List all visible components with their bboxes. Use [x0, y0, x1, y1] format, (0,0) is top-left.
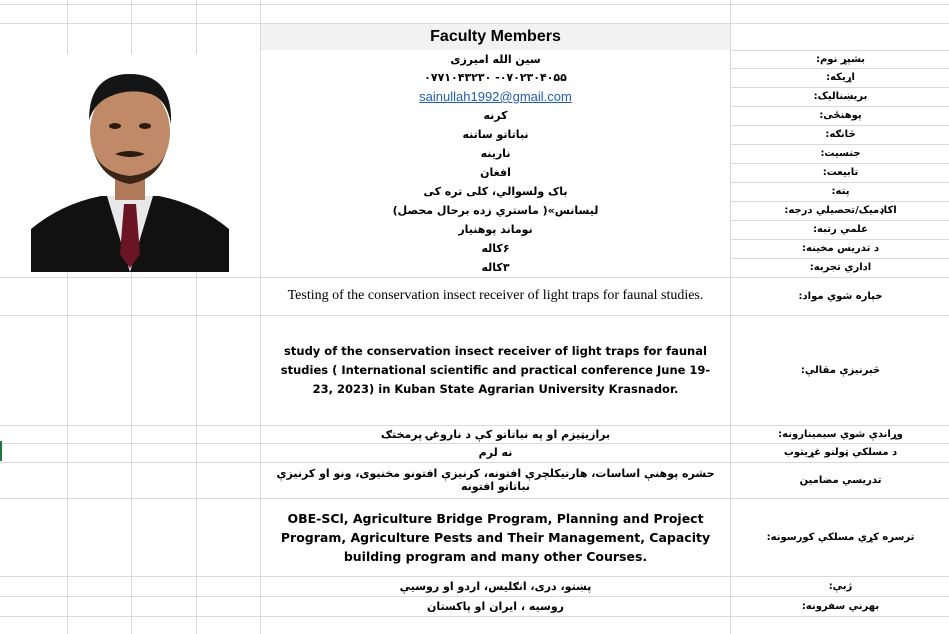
row-courses: [261, 498, 949, 576]
memberships-value: نه لرم: [478, 446, 513, 459]
row-gender: [261, 144, 949, 163]
row-foreign-travel: [261, 596, 949, 616]
active-row-marker: [0, 441, 2, 461]
profile-photo: [31, 54, 229, 272]
row-full-name: [261, 50, 949, 68]
row-seminars: [261, 425, 949, 443]
row-subjects-taught: [261, 462, 949, 498]
academic-degree-value: لیسانس»( ماستري زده برحال محصل): [392, 204, 599, 217]
research-articles-label: څېرنیزې مقالې:: [800, 364, 881, 376]
row-faculty: [261, 106, 949, 125]
admin-experience-value: ۳کاله: [481, 261, 510, 274]
email-label: بریښنالیک:: [813, 91, 868, 102]
department-label: څانګه:: [825, 129, 856, 140]
subjects-taught-label: تدریسي مضامین: [799, 474, 882, 486]
row-academic-rank: [261, 220, 949, 239]
nationality-value: افغان: [480, 166, 511, 179]
subjects-taught-value: حشره پوهنې اساسات، هارتیکلچرې افتونه، کرنیزې افتونو مخنیوی، ونو او کرنیزې نباتاتو افتونه: [276, 467, 715, 493]
contact-value: ۰۷۰۲۳۰۴۰۵۵- ۰۷۷۱۰۴۳۲۳۰: [424, 71, 567, 84]
academic-rank-label: علمي رتبه:: [813, 224, 868, 235]
nationality-label: تابیعت:: [822, 167, 859, 178]
foreign-travel-value: روسیه ، ایران او پاکستان: [426, 599, 565, 613]
seminars-label: وړاندې شوي سیمینارونه:: [778, 428, 903, 440]
row-address: [261, 182, 949, 201]
department-value: نباتاتو ساتنه: [462, 128, 529, 141]
email-link[interactable]: sainullah1992@gmail.com: [419, 89, 572, 104]
row-contact: [261, 68, 949, 87]
academic-rank-value: نوماند پوهنیار: [458, 223, 533, 236]
page-title: Faculty Members: [261, 24, 730, 50]
full-name-value: سین الله امیرزی: [450, 52, 541, 66]
admin-experience-label: اداري تجربه:: [809, 262, 872, 273]
gender-value: نارینه: [480, 147, 511, 160]
seminars-value: برازیټیزم او په نباتاتو کې د ناروغۍ پرمختګ: [380, 427, 611, 441]
teaching-experience-label: د تدریس مخینه:: [802, 243, 879, 254]
faculty-value: کرنه: [483, 109, 508, 122]
teaching-experience-value: ۶کاله: [481, 242, 510, 255]
address-value: باک ولسوالي، کلی تره کی: [423, 185, 568, 198]
row-admin-experience: [261, 258, 949, 277]
faculty-label: پوهنځی:: [819, 110, 862, 121]
research-articles-value: study of the conservation insect receiver of light traps for faunal studies ( International scientific and practical conference June 19-23, 2023) in Kuban State Agrarian University Krasnador.: [280, 343, 711, 396]
languages-label: ژبې:: [828, 580, 853, 592]
row-teaching-experience: [261, 239, 949, 258]
gender-label: جنسیت:: [820, 148, 861, 159]
row-languages: [261, 576, 949, 596]
memberships-label: د مسلکي ټولنو غړیتوب: [783, 447, 898, 458]
row-memberships: [261, 443, 949, 462]
row-nationality: [261, 163, 949, 182]
publications-value: Testing of the conservation insect receiver of light traps for faunal studies.: [287, 288, 704, 303]
courses-label: ترسره کړي مسلکي کورسونه:: [766, 531, 915, 543]
academic-degree-label: اکاډمیک/تحصیلي درجه:: [784, 205, 897, 216]
foreign-travel-label: بهرني سفرونه:: [801, 600, 880, 612]
full-name-label: بشپړ نوم:: [815, 53, 866, 65]
row-department: [261, 125, 949, 144]
contact-label: اړیکه:: [826, 72, 855, 83]
courses-value: OBE-SCl, Agriculture Bridge Program, Planning and Project Program, Agriculture Pests and Their Management, Capacity building program and many other Courses.: [280, 510, 711, 564]
row-academic-degree: [261, 201, 949, 220]
publications-label: خپاره شوي مواد:: [798, 290, 883, 302]
row-email: [261, 87, 949, 106]
address-label: پته:: [831, 186, 850, 197]
row-publications: [261, 277, 949, 315]
languages-value: پښتو، دری، انګلیس، اردو او روسیې: [399, 579, 592, 593]
row-research-articles: [261, 315, 949, 425]
